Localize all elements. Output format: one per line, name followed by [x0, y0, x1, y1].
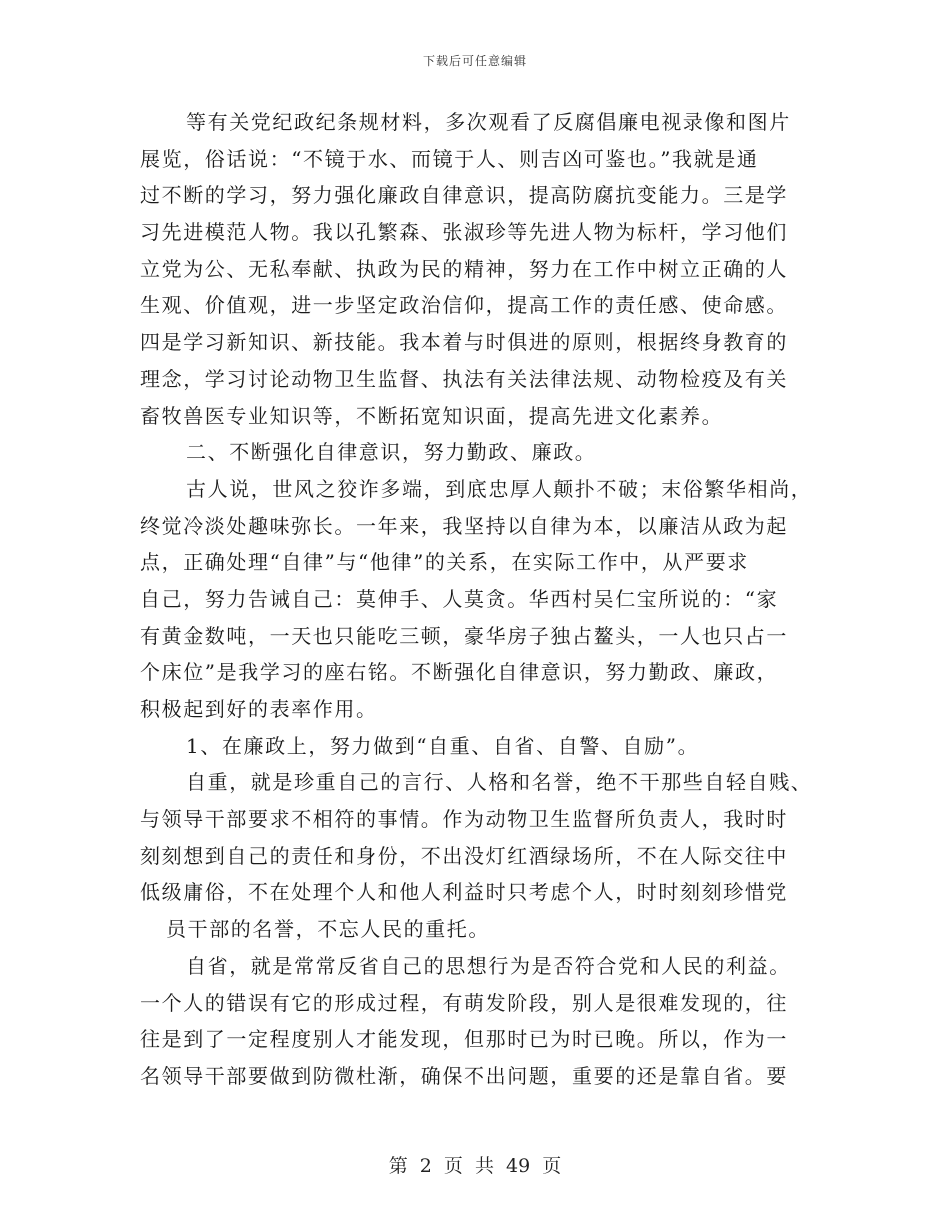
- text-line: 四是学习新知识、新技能。我本着与时俱进的原则，根据终身教育的: [140, 330, 788, 355]
- text-line: 点，正确处理“自律”与“他律”的关系，在实际工作中，从严要求: [140, 550, 749, 575]
- text-line: 自己，努力告诫自己：莫伸手、人莫贪。华西村吴仁宝所说的：“家: [140, 586, 779, 611]
- text-line: 自重，就是珍重自己的言行、人格和名誉，绝不干那些自轻自贱、: [186, 770, 813, 795]
- text-line: 刻刻想到自己的责任和身份，不出没灯红酒绿场所，不在人际交往中: [140, 843, 788, 868]
- text-line: 与领导干部要求不相符的事情。作为动物卫生监督所负责人，我时时: [140, 807, 788, 832]
- text-line: 个床位”是我学习的座右铭。不断强化自律意识，努力勤政、廉政，: [140, 660, 779, 685]
- page-header: 下载后可任意编辑: [422, 54, 527, 68]
- page-footer: 第 2 页 共 49 页: [388, 1155, 562, 1177]
- text-line: 古人说，世风之狡诈多端，到底忠厚人颠扑不破；末俗繁华相尚，: [186, 476, 813, 501]
- text-line: 名领导干部要做到防微杜渐，确保不出问题，重要的还是靠自省。要: [140, 1063, 788, 1088]
- text-line: 习先进模范人物。我以孔繁森、张淑珍等先进人物为标杆，学习他们: [140, 220, 788, 245]
- text-line: 立党为公、无私奉献、执政为民的精神，努力在工作中树立正确的人: [140, 256, 788, 281]
- text-line: 低级庸俗，不在处理个人和他人利益时只考虑个人，时时刻刻珍惜党: [140, 880, 788, 905]
- text-line: 展览，俗话说：“不镜于水、而镜于人、则吉凶可鉴也。”我就是通: [140, 146, 759, 171]
- text-line: 生观、价值观，进一步坚定政治信仰，提高工作的责任感、使命感。: [140, 293, 788, 318]
- document-body: [140, 104, 813, 1095]
- text-line: 积极起到好的表率作用。: [140, 697, 378, 721]
- text-line: 理念，学习讨论动物卫生监督、执法有关法律法规、动物检疫及有关: [140, 366, 788, 391]
- text-line: 畜牧兽医专业知识等，不断拓宽知识面，提高先进文化素养。: [140, 403, 724, 428]
- section-heading: 二、不断强化自律意识，努力勤政、廉政。: [186, 440, 597, 465]
- text-line: 终觉冷淡处趣味弥长。一年来，我坚持以自律为本，以廉洁从政为起: [140, 513, 788, 538]
- text-line: 过不断的学习，努力强化廉政自律意识，提高防腐抗变能力。三是学: [140, 183, 788, 208]
- text-line: 员干部的名誉，不忘人民的重托。: [166, 917, 490, 942]
- text-line: 有黄金数吨，一天也只能吃三顿，豪华房子独占鳌头，一人也只占一: [140, 623, 788, 648]
- text-line: 自省，就是常常反省自己的思想行为是否符合党和人民的利益。: [186, 953, 791, 978]
- subsection-heading: 1、在廉政上，努力做到“自重、自省、自警、自励”。: [186, 733, 700, 758]
- text-line: 等有关党纪政纪条规材料，多次观看了反腐倡廉电视录像和图片: [186, 110, 791, 134]
- text-line: 一个人的错误有它的形成过程，有萌发阶段，别人是很难发现的，往: [140, 990, 788, 1015]
- text-line: 往是到了一定程度别人才能发现，但那时已为时已晚。所以，作为一: [140, 1027, 788, 1052]
